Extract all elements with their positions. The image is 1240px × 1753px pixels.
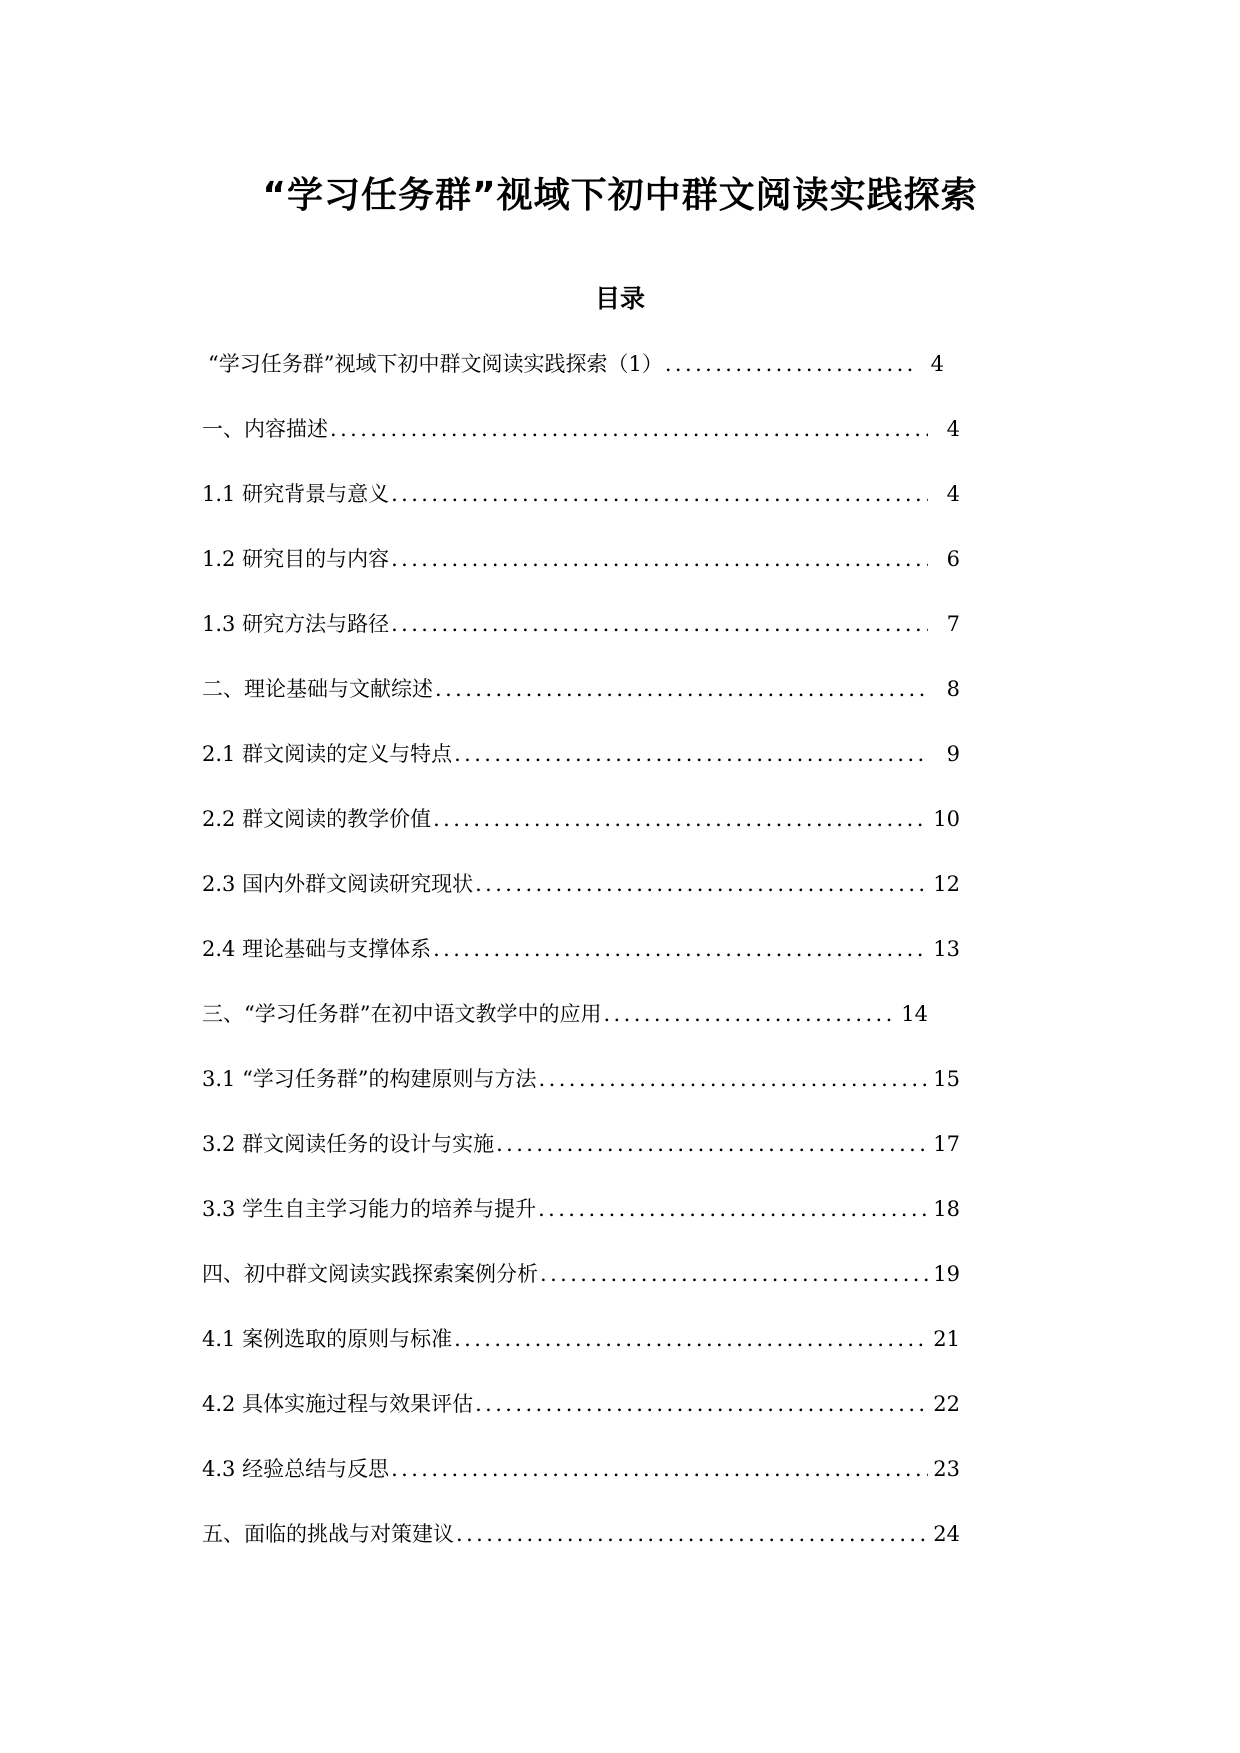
toc-dot-leader	[539, 1059, 928, 1099]
toc-entry[interactable]	[202, 409, 960, 474]
toc-entry-page: 4	[946, 417, 960, 441]
toc-dot-leader	[433, 929, 928, 969]
toc-entry[interactable]	[202, 1514, 960, 1579]
toc-entry-label: “学习任务群”视域下初中群文阅读实践探索（1）	[208, 352, 663, 376]
toc-dot-leader	[454, 734, 928, 774]
toc-entry-page: 23	[933, 1457, 960, 1481]
toc-entry-page: 13	[933, 937, 960, 961]
toc-entry[interactable]	[202, 929, 960, 994]
toc-entry[interactable]	[202, 669, 960, 734]
toc-entry-page: 18	[933, 1197, 960, 1221]
document-title: “学习任务群”视域下初中群文阅读实践探索	[262, 175, 978, 216]
toc-entry[interactable]	[202, 539, 960, 604]
toc-entry-page: 6	[946, 547, 960, 571]
toc-entry[interactable]	[202, 344, 944, 409]
toc-entry-label: 2.2 群文阅读的教学价值	[202, 807, 432, 831]
toc-dot-leader	[391, 1449, 928, 1489]
toc-entry-page: 22	[933, 1392, 960, 1416]
toc-dot-leader	[391, 474, 928, 514]
toc-heading: 目录	[594, 284, 645, 313]
toc-entry-label: 一、内容描述	[202, 417, 328, 441]
toc-entry-label: 四、初中群文阅读实践探索案例分析	[202, 1262, 538, 1286]
toc-entry-page: 17	[933, 1132, 960, 1156]
toc-entry-label: 2.4 理论基础与支撑体系	[202, 937, 432, 961]
toc-dot-leader	[603, 994, 896, 1034]
toc-entry-label: 1.1 研究背景与意义	[202, 482, 390, 506]
toc-dot-leader	[391, 604, 928, 644]
toc-dot-leader	[433, 799, 928, 839]
toc-entry-page: 4	[930, 352, 944, 376]
toc-dot-leader	[454, 1319, 928, 1359]
toc-entry-page: 21	[933, 1327, 960, 1351]
toc-entry[interactable]	[202, 1254, 960, 1319]
toc-dot-leader	[475, 1384, 928, 1424]
toc-entry[interactable]	[202, 734, 960, 799]
toc-entry[interactable]	[202, 1384, 960, 1449]
toc-dot-leader	[435, 669, 928, 709]
toc-dot-leader	[540, 1254, 928, 1294]
toc-entry-page: 12	[933, 872, 960, 896]
toc-entry[interactable]	[202, 1189, 960, 1254]
toc-entry-page: 14	[901, 1002, 928, 1026]
toc-entry-page: 9	[946, 742, 960, 766]
toc-entry-page: 7	[946, 612, 960, 636]
toc-entry[interactable]	[202, 1319, 960, 1384]
toc-entry-page: 15	[933, 1067, 960, 1091]
toc-entry[interactable]	[202, 1059, 960, 1124]
toc-dot-leader	[538, 1189, 928, 1229]
toc-entry-label: 二、理论基础与文献综述	[202, 677, 433, 701]
toc-entry-label: 2.3 国内外群文阅读研究现状	[202, 872, 474, 896]
toc-entry[interactable]	[202, 604, 960, 669]
toc-entry[interactable]	[202, 799, 960, 864]
toc-entry-label: 4.3 经验总结与反思	[202, 1457, 390, 1481]
toc-entry[interactable]	[202, 474, 960, 539]
toc-entry[interactable]	[202, 1449, 960, 1514]
toc-entry-label: 3.1 “学习任务群”的构建原则与方法	[202, 1067, 537, 1091]
toc-entry-label: 4.1 案例选取的原则与标准	[202, 1327, 453, 1351]
toc-dot-leader	[391, 539, 928, 579]
toc-entry-label: 2.1 群文阅读的定义与特点	[202, 742, 453, 766]
toc-entry[interactable]	[202, 1124, 960, 1189]
toc-entry[interactable]	[202, 994, 928, 1059]
table-of-contents	[202, 344, 960, 1579]
toc-dot-leader	[665, 344, 912, 384]
toc-entry-label: 1.3 研究方法与路径	[202, 612, 390, 636]
toc-dot-leader	[330, 409, 928, 449]
toc-entry-label: 4.2 具体实施过程与效果评估	[202, 1392, 474, 1416]
toc-entry-label: 3.3 学生自主学习能力的培养与提升	[202, 1197, 537, 1221]
toc-entry-label: 1.2 研究目的与内容	[202, 547, 390, 571]
toc-dot-leader	[456, 1514, 928, 1554]
toc-entry-page: 4	[946, 482, 960, 506]
toc-entry-page: 8	[946, 677, 960, 701]
toc-entry-page: 10	[933, 807, 960, 831]
toc-dot-leader	[475, 864, 928, 904]
toc-entry[interactable]	[202, 864, 960, 929]
toc-entry-label: 3.2 群文阅读任务的设计与实施	[202, 1132, 495, 1156]
toc-entry-page: 19	[933, 1262, 960, 1286]
toc-entry-label: 五、面临的挑战与对策建议	[202, 1522, 454, 1546]
toc-entry-page: 24	[933, 1522, 960, 1546]
toc-dot-leader	[496, 1124, 928, 1164]
toc-entry-label: 三、“学习任务群”在初中语文教学中的应用	[202, 1002, 602, 1026]
